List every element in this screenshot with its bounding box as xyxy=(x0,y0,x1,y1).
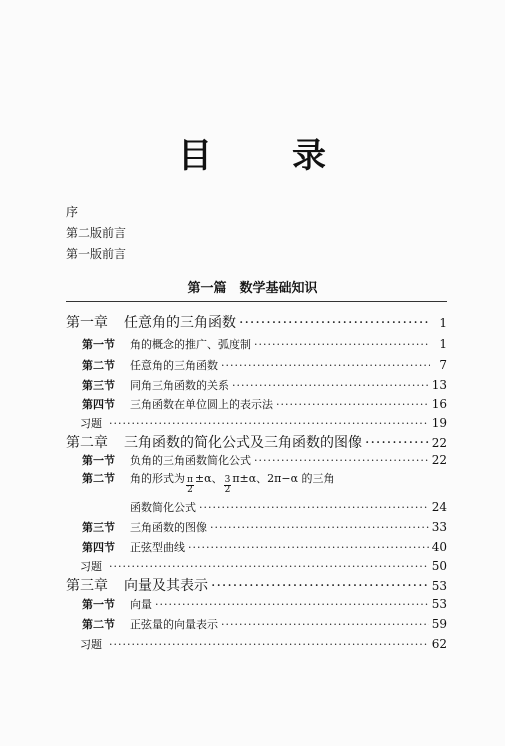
section-title-part: π±α、2π−α 的三角 xyxy=(232,472,335,485)
section-number: 第三节 xyxy=(82,379,115,392)
dot-leader xyxy=(221,618,429,631)
toc-chapter-1[interactable] xyxy=(66,312,447,332)
section-title: 向量 xyxy=(130,598,152,611)
toc-section-1-3[interactable] xyxy=(66,377,447,393)
front-matter-preface[interactable]: 序 xyxy=(66,205,79,219)
toc-exercises-3[interactable] xyxy=(66,636,447,652)
section-number: 第一节 xyxy=(82,454,115,467)
dot-leader xyxy=(109,417,429,430)
dot-leader xyxy=(254,338,430,351)
chapter-title: 向量及其表示 xyxy=(124,578,208,594)
page-title xyxy=(0,128,505,176)
page-number: 24 xyxy=(431,500,447,514)
dot-leader xyxy=(239,315,430,331)
section-title: 角的概念的推广、弧度制 xyxy=(130,338,251,351)
page-number: 1 xyxy=(439,337,447,351)
dot-leader xyxy=(155,598,429,611)
front-matter-second-edition-preface[interactable]: 第二版前言 xyxy=(66,226,127,240)
page-number: 1 xyxy=(439,316,447,330)
section-title: 任意角的三角函数 xyxy=(130,359,218,372)
section-title-continued: 函数简化公式 xyxy=(130,501,196,514)
section-number: 第一节 xyxy=(82,598,115,611)
page-number: 53 xyxy=(431,597,447,611)
dot-leader xyxy=(199,501,429,514)
exercise-label: 习题 xyxy=(80,560,102,573)
toc-section-1-4[interactable] xyxy=(66,396,447,412)
page-number: 59 xyxy=(431,617,447,631)
section-number: 第二节 xyxy=(82,472,115,485)
chapter-number: 第一章 xyxy=(66,315,108,331)
page-number: 13 xyxy=(431,378,447,392)
chapter-title: 三角函数的简化公式及三角函数的图像 xyxy=(124,435,362,451)
toc-section-2-2-line2[interactable] xyxy=(66,499,447,515)
dot-leader xyxy=(188,541,429,554)
exercise-label: 习题 xyxy=(80,638,102,651)
section-number: 第一节 xyxy=(82,338,115,351)
exercise-label: 习题 xyxy=(80,417,102,430)
section-number: 第三节 xyxy=(82,521,115,534)
part-title: 第一篇 数学基础知识 xyxy=(187,281,318,296)
page-number: 22 xyxy=(431,436,447,450)
fraction-3-over-2: $\frac{3}{2}$ xyxy=(224,475,231,495)
toc-section-1-1[interactable] xyxy=(66,336,447,352)
section-number: 第四节 xyxy=(82,541,115,554)
chapter-number: 第三章 xyxy=(66,578,108,594)
part-divider xyxy=(66,301,447,302)
title-char-1: 目 xyxy=(178,136,212,176)
section-title: 同角三角函数的关系 xyxy=(130,379,229,392)
toc-section-1-2[interactable] xyxy=(66,357,447,373)
chapter-number: 第二章 xyxy=(66,435,108,451)
toc-chapter-2[interactable] xyxy=(66,432,447,452)
dot-leader xyxy=(109,638,429,651)
page-number: 50 xyxy=(431,559,447,573)
page-number: 53 xyxy=(431,579,447,593)
dot-leader xyxy=(109,560,429,573)
dot-leader xyxy=(210,521,429,534)
page-number: 40 xyxy=(431,540,447,554)
section-title: 三角函数的图像 xyxy=(130,521,207,534)
page-number: 22 xyxy=(431,453,447,467)
page-number: 7 xyxy=(439,358,447,372)
toc-exercises-1[interactable] xyxy=(66,415,447,431)
section-number: 第四节 xyxy=(82,398,115,411)
section-number: 第二节 xyxy=(82,618,115,631)
dot-leader xyxy=(365,435,429,451)
toc-section-2-2-line1[interactable] xyxy=(66,470,335,495)
fraction-pi-over-2: $\frac{\pi}{2}$ xyxy=(187,475,193,495)
section-title: 正弦型曲线 xyxy=(130,541,185,554)
page-number: 33 xyxy=(431,520,447,534)
dot-leader xyxy=(232,379,429,392)
toc-section-2-4[interactable] xyxy=(66,539,447,555)
toc-chapter-3[interactable] xyxy=(66,575,447,595)
page-number: 19 xyxy=(431,416,447,430)
section-title: 正弦量的向量表示 xyxy=(130,618,218,631)
page-number: 16 xyxy=(431,397,447,411)
section-number: 第二节 xyxy=(82,359,115,372)
title-char-2: 录 xyxy=(292,136,326,176)
dot-leader xyxy=(276,398,429,411)
section-title: 负角的三角函数简化公式 xyxy=(130,454,251,467)
dot-leader xyxy=(221,359,430,372)
page-number: 62 xyxy=(431,637,447,651)
section-title-part: 角的形式为 xyxy=(130,472,185,485)
section-title: 三角函数在单位圆上的表示法 xyxy=(130,398,273,411)
toc-section-3-1[interactable] xyxy=(66,596,447,612)
toc-exercises-2[interactable] xyxy=(66,558,447,574)
toc-section-3-2[interactable] xyxy=(66,616,447,632)
toc-section-2-1[interactable] xyxy=(66,452,447,468)
chapter-title: 任意角的三角函数 xyxy=(124,315,236,331)
front-matter-first-edition-preface[interactable]: 第一版前言 xyxy=(66,247,127,261)
dot-leader xyxy=(254,454,429,467)
dot-leader xyxy=(211,578,429,594)
toc-section-2-3[interactable] xyxy=(66,519,447,535)
section-title-part: ±α、 xyxy=(194,472,223,485)
